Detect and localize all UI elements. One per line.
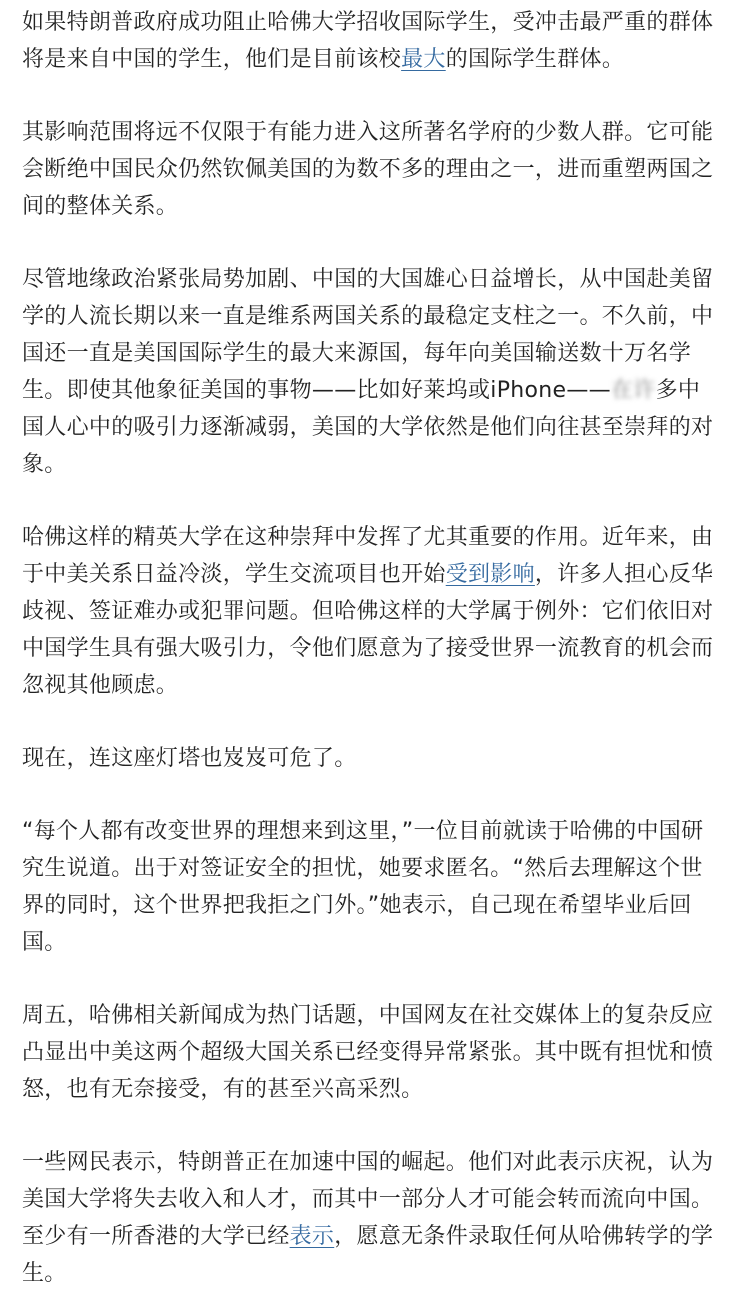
paragraph-1-text-after: 的国际学生群体。 bbox=[445, 47, 625, 72]
paragraph-1-text-before: 如果特朗普政府成功阻止哈佛大学招收国际学生，受冲击最严重的群体将是来自中国的学生，他们是目前该校 bbox=[22, 10, 714, 72]
paragraph-6: “每个人都有改变世界的理想来到这里，”一位目前就读于哈佛的中国研究生说道。出于对签证安全的担忧，她要求匿名。“然后去理解这个世界的同时，这个世界把我拒之门外。”她表示，自己现在希望毕业后回国。 bbox=[22, 819, 704, 955]
paragraph-5: 现在，连这座灯塔也岌岌可危了。 bbox=[22, 746, 357, 771]
article-body bbox=[22, 0, 718, 1292]
paragraph-4-text-before: 哈佛这样的精英大学在这种崇拜中发挥了尤其重要的作用。近年来，由于中美关系日益冷淡，学生交流项目也开始 bbox=[22, 525, 714, 587]
paragraph-2: 其影响范围将远不仅限于有能力进入这所著名学府的少数人群。它可能会断绝中国民众仍然钦佩美国的为数不多的理由之一，进而重塑两国之间的整体关系。 bbox=[22, 120, 714, 219]
paragraph-3 bbox=[22, 261, 718, 483]
link-stated[interactable]: 表示 bbox=[289, 1224, 335, 1249]
paragraph-7: 周五，哈佛相关新闻成为热门话题，中国网友在社交媒体上的复杂反应凸显出中美这两个超级大国关系已经变得异常紧张。其中既有担忧和愤怒，也有无奈接受，有的甚至兴高采烈。 bbox=[22, 1003, 714, 1102]
paragraph-4 bbox=[22, 519, 718, 704]
paragraph-8-text-after: ，愿意无条件录取任何从哈佛转学的学生。 bbox=[22, 1224, 714, 1286]
paragraph-4-text-after: ，许多人担心反华歧视、签证难办或犯罪问题。但哈佛这样的大学属于例外：它们依旧对中国学生具有强大吸引力，令他们愿意为了接受世界一流教育的机会而忽视其他顾虑。 bbox=[22, 562, 714, 698]
link-affected[interactable]: 受到影响 bbox=[445, 562, 535, 587]
paragraph-1 bbox=[22, 4, 718, 78]
paragraph-3-text-after: 多中国人心中的吸引力逐渐减弱，美国的大学依然是他们向往甚至崇拜的对象。 bbox=[22, 378, 714, 477]
link-largest[interactable]: 最大 bbox=[401, 47, 446, 72]
paragraph-8-text-before: 一些网民表示，特朗普正在加速中国的崛起。他们对此表示庆祝，认为美国大学将失去收入和人才，而其中一部分人才可能会转而流向中国。至少有一所香港的大学已经 bbox=[22, 1150, 714, 1249]
paragraph-3-text-before: 尽管地缘政治紧张局势加剧、中国的大国雄心日益增长，从中国赴美留学的人流长期以来一直是维系两国关系的最稳定支柱之一。不久前，中国还一直是美国国际学生的最大来源国，每年向美国输送数十万名学生。即使其他象征美国的事物——比如好莱坞或iPhone—— bbox=[22, 267, 714, 403]
blurred-text: 在许 bbox=[610, 378, 656, 403]
paragraph-8 bbox=[22, 1144, 718, 1292]
